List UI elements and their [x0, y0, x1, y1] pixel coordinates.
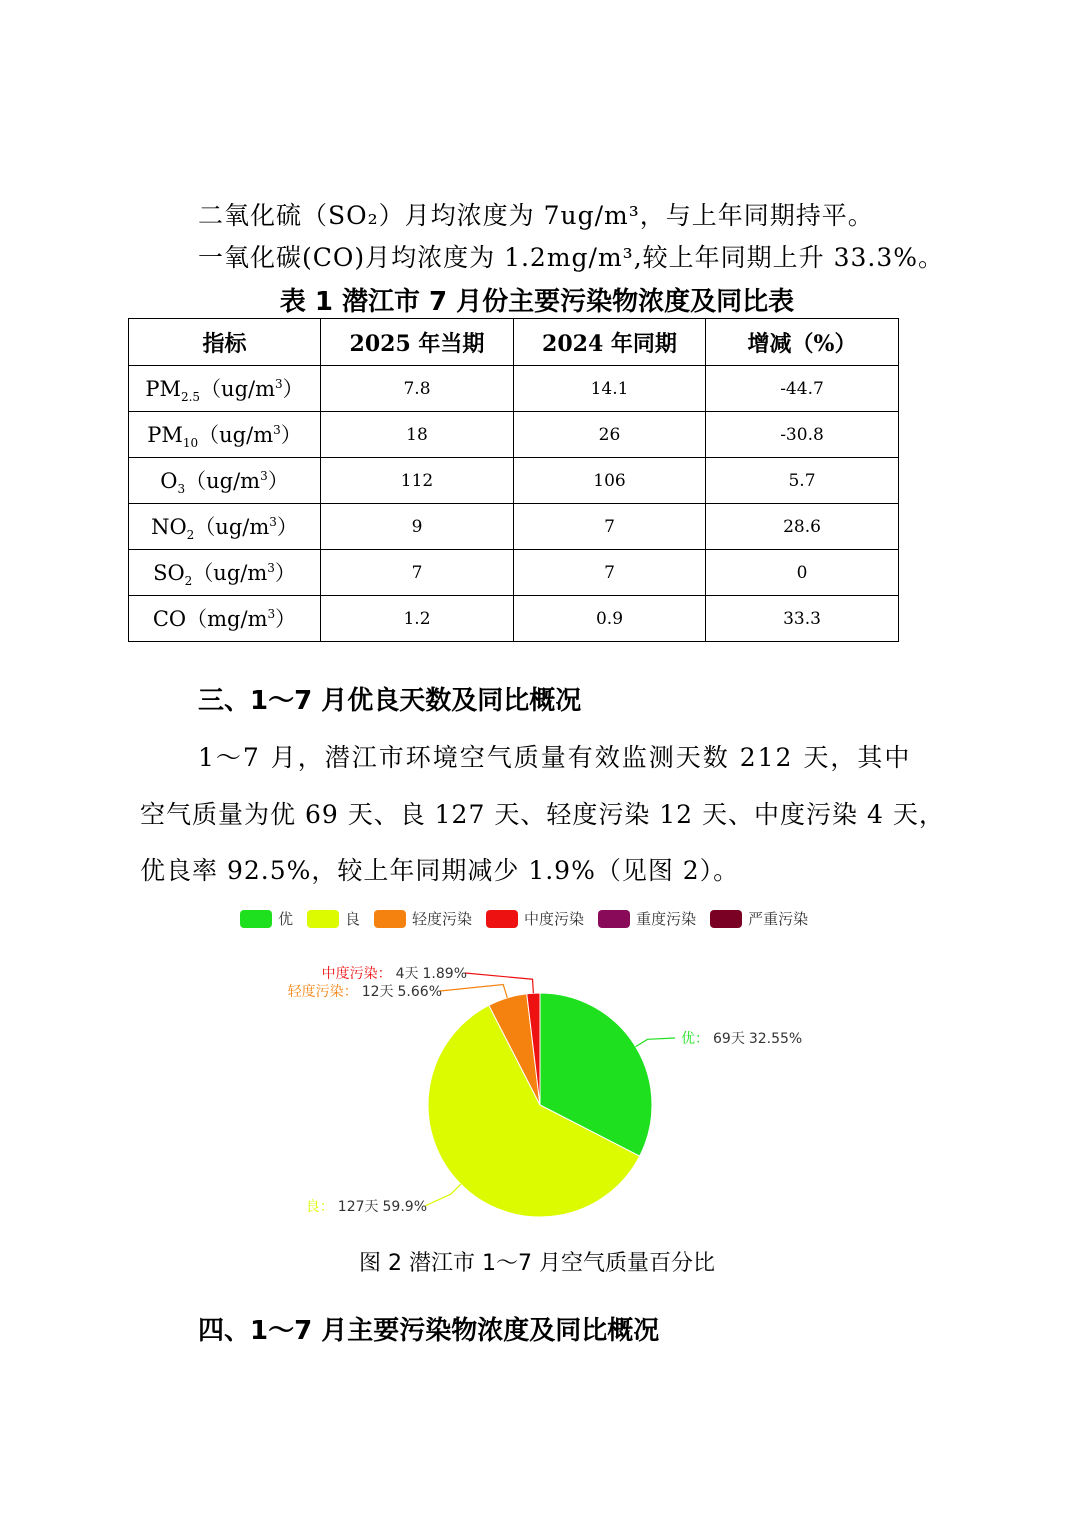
indicator-cell [129, 550, 321, 596]
legend-item[interactable] [710, 908, 808, 929]
table-title: 表 1 潜江市 7 月份主要污染物浓度及同比表 [279, 287, 795, 317]
section3-line3: 优良率 92.5%，较上年同期减少 1.9%（见图 2）。 [140, 856, 740, 885]
indicator-subscript: 2 [184, 574, 193, 589]
section4-heading: 四、1～7 月主要污染物浓度及同比概况 [198, 1316, 660, 1346]
indicator-cell [129, 504, 321, 550]
legend-item[interactable] [374, 908, 472, 929]
section3-heading: 三、1～7 月优良天数及同比概况 [198, 686, 582, 716]
indicator-subscript: 2.5 [180, 390, 201, 405]
unit-superscript: 3 [267, 606, 276, 621]
pie-label-line [425, 1184, 461, 1206]
current-value-cell: 18 [321, 412, 514, 458]
indicator-name: PM [145, 376, 181, 401]
unit-superscript: 3 [267, 560, 275, 575]
legend-item[interactable] [486, 908, 584, 929]
change-value-cell: -30.8 [706, 412, 899, 458]
pie-label-category: 轻度污染 [287, 984, 344, 1000]
change-value-cell: 28.6 [706, 504, 899, 550]
indicator-subscript: 10 [182, 436, 199, 451]
unit-close: ） [280, 422, 302, 447]
unit-close: ） [282, 376, 304, 401]
legend-swatch [598, 910, 630, 928]
chart-legend [240, 908, 808, 929]
current-value-cell: 7 [321, 550, 514, 596]
legend-swatch [710, 910, 742, 928]
previous-value-cell: 26 [514, 412, 706, 458]
air-quality-pie-chart [220, 940, 880, 1240]
legend-label: 重度污染 [636, 910, 697, 928]
unit-superscript: 3 [269, 514, 277, 529]
indicator-unit: （ug/m [194, 514, 270, 539]
previous-value-cell: 0.9 [514, 596, 706, 642]
legend-label: 良 [345, 910, 361, 928]
pie-label-percent: 1.89% [422, 966, 467, 982]
pie-label-colon: ： [319, 1199, 334, 1215]
previous-value-cell: 7 [514, 504, 706, 550]
co-paragraph: 一氧化碳(CO)月均浓度为 1.2mg/m³,较上年同期上升 33.3%。 [198, 243, 945, 272]
table-header-row [129, 319, 899, 366]
pie-data-label [288, 983, 442, 1000]
indicator-unit: （ug/m [198, 422, 274, 447]
unit-superscript: 3 [275, 376, 283, 391]
current-value-cell: 1.2 [321, 596, 514, 642]
pie-label-days: 69天 [713, 1031, 745, 1047]
figure-caption: 图 2 潜江市 1～7 月空气质量百分比 [359, 1251, 715, 1276]
indicator-name: PM [147, 422, 183, 447]
header-previous: 2024 年同期 [514, 319, 706, 366]
unit-close: ） [267, 468, 289, 493]
legend-item[interactable] [307, 908, 360, 929]
pie-label-colon: ： [343, 984, 358, 1000]
indicator-name: CO [152, 606, 187, 631]
indicator-subscript: 2 [186, 528, 195, 543]
unit-close: ） [276, 514, 298, 539]
pie-data-label [306, 1199, 427, 1215]
unit-superscript: 3 [273, 422, 281, 437]
change-value-cell: -44.7 [706, 366, 899, 412]
pie-label-days: 12天 [361, 984, 394, 1000]
change-value-cell: 5.7 [706, 458, 899, 504]
pie-label-line [440, 984, 507, 997]
header-current: 2025 年当期 [321, 319, 514, 366]
current-value-cell: 112 [321, 458, 514, 504]
previous-value-cell: 14.1 [514, 366, 706, 412]
pie-label-percent: 32.55% [748, 1031, 803, 1047]
pie-label-colon: ： [695, 1031, 709, 1047]
pie-label-line [636, 1038, 675, 1047]
pie-label-days: 127天 [337, 1199, 379, 1215]
indicator-unit: （ug/m [200, 376, 276, 401]
change-value-cell: 0 [706, 550, 899, 596]
previous-value-cell: 106 [514, 458, 706, 504]
legend-swatch [240, 910, 272, 928]
indicator-unit: （mg/m [186, 606, 268, 631]
table-row [129, 550, 899, 596]
indicator-name: SO [153, 560, 185, 585]
current-value-cell: 9 [321, 504, 514, 550]
pollutant-table [128, 318, 899, 642]
legend-label: 轻度污染 [412, 910, 473, 928]
pie-label-line [465, 973, 533, 993]
change-value-cell: 33.3 [706, 596, 899, 642]
indicator-cell [129, 596, 321, 642]
legend-swatch [374, 910, 406, 928]
pie-label-category: 中度污染 [321, 966, 378, 982]
table-row [129, 596, 899, 642]
table-row [129, 458, 899, 504]
indicator-cell [129, 458, 321, 504]
so2-paragraph: 二氧化硫（SO₂）月均浓度为 7ug/m³，与上年同期持平。 [198, 201, 874, 230]
current-value-cell: 7.8 [321, 366, 514, 412]
pie-label-percent: 59.9% [382, 1199, 427, 1215]
previous-value-cell: 7 [514, 550, 706, 596]
header-change: 增减（%） [706, 319, 899, 366]
unit-close: ） [274, 560, 296, 585]
indicator-name: O [160, 468, 178, 493]
legend-swatch [307, 910, 339, 928]
unit-close: ） [275, 606, 297, 631]
indicator-unit: （ug/m [192, 560, 268, 585]
unit-superscript: 3 [260, 468, 268, 483]
pie-label-colon: ： [377, 966, 392, 982]
indicator-unit: （ug/m [185, 468, 261, 493]
pie-label-category: 良 [305, 1199, 320, 1215]
table-row [129, 412, 899, 458]
pie-data-label [681, 1030, 802, 1047]
pie-label-category: 优 [681, 1031, 695, 1047]
table-row [129, 504, 899, 550]
pie-label-days: 4天 [395, 966, 419, 982]
legend-swatch [486, 910, 518, 928]
indicator-cell [129, 366, 321, 412]
pie-data-label [322, 965, 467, 982]
legend-item[interactable] [598, 908, 696, 929]
legend-label: 严重污染 [748, 910, 809, 928]
pie-label-percent: 5.66% [397, 984, 442, 1000]
legend-label: 中度污染 [524, 910, 585, 928]
section3-line2: 空气质量为优 69 天、良 127 天、轻度污染 12 天、中度污染 4 天， [140, 800, 945, 829]
header-indicator: 指标 [129, 319, 321, 366]
indicator-subscript: 3 [177, 482, 186, 497]
section3-line1: 1～7 月，潜江市环境空气质量有效监测天数 212 天，其中 [198, 743, 912, 772]
table-row [129, 366, 899, 412]
legend-item[interactable] [240, 908, 293, 929]
legend-label: 优 [278, 910, 294, 928]
indicator-name: NO [151, 514, 187, 539]
indicator-cell [129, 412, 321, 458]
